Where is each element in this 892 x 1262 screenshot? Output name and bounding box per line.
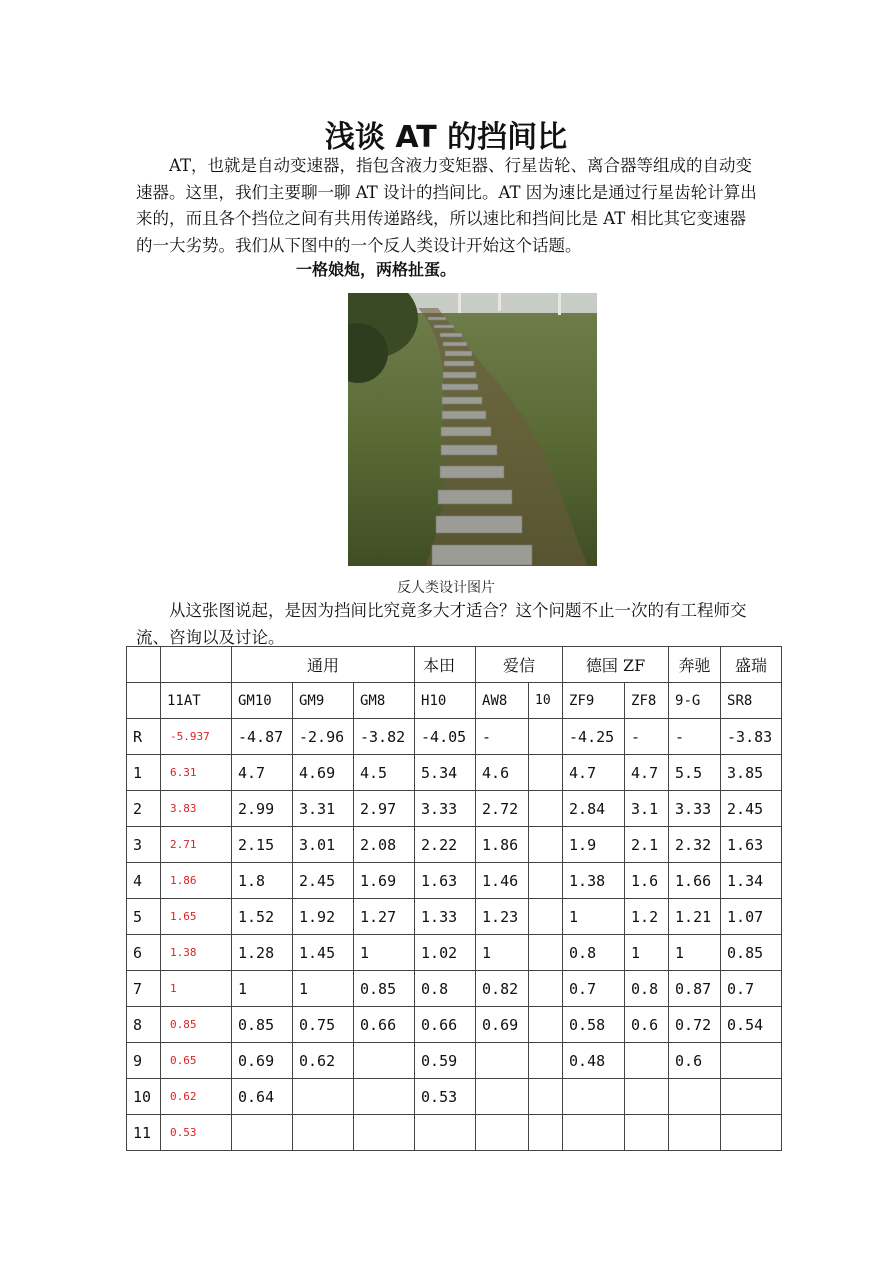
ratio-cell: 3.01 — [293, 827, 354, 863]
ratio-cell: 2.22 — [415, 827, 476, 863]
ratio-cell — [529, 1115, 563, 1151]
ratio-cell: 0.75 — [293, 1007, 354, 1043]
model-header-cell: 10 — [529, 683, 563, 719]
brand-header-cell: 德国 ZF — [563, 647, 669, 683]
ratio-cell: -4.25 — [563, 719, 625, 755]
ratio-cell — [354, 1043, 415, 1079]
ratio-cell: 1 — [476, 935, 529, 971]
ratio-cell: -4.05 — [415, 719, 476, 755]
ratio-cell — [529, 935, 563, 971]
ratio-cell: 0.87 — [669, 971, 721, 1007]
ratio-cell: 0.8 — [415, 971, 476, 1007]
ratio-cell: 2.97 — [354, 791, 415, 827]
highlighted-ratio-cell: 3.83 — [161, 791, 232, 827]
gear-ratio-table — [126, 646, 782, 1151]
table-row — [127, 899, 782, 935]
ratio-cell: 2.08 — [354, 827, 415, 863]
ratio-cell — [669, 1079, 721, 1115]
document-title: 浅谈 AT 的挡间比 — [324, 120, 568, 155]
ratio-cell: 0.7 — [721, 971, 782, 1007]
table-corner-cell — [127, 647, 161, 683]
ratio-cell: 1.92 — [293, 899, 354, 935]
ratio-cell: 0.72 — [669, 1007, 721, 1043]
gear-label-cell: 7 — [127, 971, 161, 1007]
ratio-cell: 4.7 — [625, 755, 669, 791]
ratio-cell — [476, 1115, 529, 1151]
image-caption: 反人类设计图片 — [397, 580, 495, 596]
ratio-cell: 1.66 — [669, 863, 721, 899]
ratio-cell: 1.86 — [476, 827, 529, 863]
ratio-cell: 3.85 — [721, 755, 782, 791]
ratio-cell: 1 — [669, 935, 721, 971]
table-row — [127, 791, 782, 827]
ratio-cell — [669, 1115, 721, 1151]
ratio-cell: 1.9 — [563, 827, 625, 863]
model-header-cell: GM9 — [293, 683, 354, 719]
ratio-cell — [354, 1079, 415, 1115]
highlighted-ratio-cell: 1.65 — [161, 899, 232, 935]
ratio-cell — [721, 1115, 782, 1151]
ratio-cell: 0.58 — [563, 1007, 625, 1043]
gear-label-cell: 8 — [127, 1007, 161, 1043]
ratio-cell: 0.69 — [476, 1007, 529, 1043]
gear-label-cell: 5 — [127, 899, 161, 935]
brand-header-cell: 通用 — [232, 647, 415, 683]
ratio-cell — [354, 1115, 415, 1151]
highlighted-ratio-cell: 6.31 — [161, 755, 232, 791]
ratio-cell: 0.66 — [354, 1007, 415, 1043]
ratio-cell: 1 — [625, 935, 669, 971]
ratio-cell: 1.07 — [721, 899, 782, 935]
ratio-cell — [529, 1043, 563, 1079]
ratio-cell: 2.15 — [232, 827, 293, 863]
table-row — [127, 1079, 782, 1115]
table-row — [127, 863, 782, 899]
ratio-cell — [529, 791, 563, 827]
ratio-cell: 0.59 — [415, 1043, 476, 1079]
table-corner-cell — [161, 647, 232, 683]
table-row — [127, 1007, 782, 1043]
table-row — [127, 1043, 782, 1079]
ratio-cell: 0.85 — [232, 1007, 293, 1043]
ratio-cell: 4.7 — [232, 755, 293, 791]
ratio-cell: 1.33 — [415, 899, 476, 935]
ratio-cell: - — [625, 719, 669, 755]
gear-label-cell: 6 — [127, 935, 161, 971]
ratio-cell — [529, 971, 563, 1007]
brand-header-row — [127, 647, 782, 683]
table-corner-cell — [127, 683, 161, 719]
ratio-cell: 1.63 — [721, 827, 782, 863]
image-heading: 一格娘炮，两格扯蛋。 — [296, 260, 457, 279]
ratio-cell: 2.72 — [476, 791, 529, 827]
ratio-cell — [415, 1115, 476, 1151]
stepping-stone-path-photo — [348, 293, 597, 566]
table-row — [127, 1115, 782, 1151]
ratio-cell: 5.5 — [669, 755, 721, 791]
model-header-cell: AW8 — [476, 683, 529, 719]
ratio-cell: 1.28 — [232, 935, 293, 971]
table-row — [127, 971, 782, 1007]
highlighted-ratio-cell: 1 — [161, 971, 232, 1007]
gear-label-cell: 11 — [127, 1115, 161, 1151]
gear-label-cell: 9 — [127, 1043, 161, 1079]
model-header-cell: SR8 — [721, 683, 782, 719]
ratio-cell: -4.87 — [232, 719, 293, 755]
ratio-cell: 0.54 — [721, 1007, 782, 1043]
second-paragraph: 从这张图说起，是因为挡间比究竟多大才适合？这个问题不止一次的有工程师交流、咨询以及讨论。 — [136, 601, 747, 647]
ratio-cell: 1.27 — [354, 899, 415, 935]
ratio-cell — [529, 863, 563, 899]
ratio-cell: 0.8 — [563, 935, 625, 971]
ratio-cell: 0.64 — [232, 1079, 293, 1115]
ratio-cell: 1.38 — [563, 863, 625, 899]
ratio-cell: 3.31 — [293, 791, 354, 827]
ratio-cell: 0.85 — [354, 971, 415, 1007]
ratio-cell: 0.82 — [476, 971, 529, 1007]
ratio-cell — [625, 1043, 669, 1079]
ratio-cell: 0.85 — [721, 935, 782, 971]
ratio-cell: 5.34 — [415, 755, 476, 791]
ratio-cell — [529, 899, 563, 935]
highlighted-ratio-cell: 0.65 — [161, 1043, 232, 1079]
highlighted-ratio-cell: 0.85 — [161, 1007, 232, 1043]
ratio-cell — [293, 1115, 354, 1151]
ratio-table-body — [127, 719, 782, 1151]
ratio-cell: 4.69 — [293, 755, 354, 791]
ratio-cell: 3.33 — [415, 791, 476, 827]
highlighted-ratio-cell: 1.38 — [161, 935, 232, 971]
highlighted-ratio-cell: 0.62 — [161, 1079, 232, 1115]
table-row — [127, 755, 782, 791]
model-header-cell: GM10 — [232, 683, 293, 719]
ratio-cell: 2.99 — [232, 791, 293, 827]
model-header-cell: ZF9 — [563, 683, 625, 719]
ratio-cell — [625, 1115, 669, 1151]
ratio-cell: 1 — [354, 935, 415, 971]
table-row — [127, 827, 782, 863]
ratio-cell: 0.7 — [563, 971, 625, 1007]
ratio-cell: 1.63 — [415, 863, 476, 899]
ratio-cell — [625, 1079, 669, 1115]
ratio-cell: 2.1 — [625, 827, 669, 863]
gear-label-cell: 3 — [127, 827, 161, 863]
ratio-cell — [529, 827, 563, 863]
model-header-row — [127, 683, 782, 719]
ratio-cell: 0.62 — [293, 1043, 354, 1079]
ratio-cell — [293, 1079, 354, 1115]
ratio-cell: 1.02 — [415, 935, 476, 971]
ratio-cell: 1.46 — [476, 863, 529, 899]
ratio-cell: 4.7 — [563, 755, 625, 791]
ratio-cell: 1.21 — [669, 899, 721, 935]
gear-label-cell: 1 — [127, 755, 161, 791]
ratio-cell: 2.32 — [669, 827, 721, 863]
highlighted-ratio-cell: 2.71 — [161, 827, 232, 863]
gear-label-cell: 2 — [127, 791, 161, 827]
gear-label-cell: R — [127, 719, 161, 755]
model-header-cell: GM8 — [354, 683, 415, 719]
ratio-cell — [476, 1079, 529, 1115]
ratio-cell: 1 — [293, 971, 354, 1007]
model-header-cell: H10 — [415, 683, 476, 719]
ratio-cell: 1.52 — [232, 899, 293, 935]
table-row — [127, 719, 782, 755]
ratio-cell — [563, 1079, 625, 1115]
ratio-cell — [476, 1043, 529, 1079]
ratio-cell — [529, 1079, 563, 1115]
ratio-cell: 2.84 — [563, 791, 625, 827]
brand-header-cell: 爱信 — [476, 647, 563, 683]
ratio-cell: 4.5 — [354, 755, 415, 791]
ratio-cell — [721, 1043, 782, 1079]
intro-paragraph: AT，也就是自动变速器，指包含液力变矩器、行星齿轮、离合器等组成的自动变速器。这里，我们主要聊一聊 AT 设计的挡间比。AT 因为速比是通过行星齿轮计算出来的，而且各个挡位之间有共用传递路线，所以速比和挡间比是 AT 相比其它变速器的一大劣势。我们从下图中的一个反人类设计开始这个话题。 — [136, 156, 757, 255]
ratio-cell: 1.6 — [625, 863, 669, 899]
ratio-cell — [529, 719, 563, 755]
ratio-cell: 1 — [232, 971, 293, 1007]
table-row — [127, 935, 782, 971]
ratio-cell: 2.45 — [721, 791, 782, 827]
ratio-cell: 1.34 — [721, 863, 782, 899]
ratio-cell: 2.45 — [293, 863, 354, 899]
highlighted-ratio-cell: -5.937 — [161, 719, 232, 755]
ratio-cell: -2.96 — [293, 719, 354, 755]
ratio-cell: 0.69 — [232, 1043, 293, 1079]
gear-label-cell: 10 — [127, 1079, 161, 1115]
brand-header-cell: 盛瑞 — [721, 647, 782, 683]
ratio-cell: 1.69 — [354, 863, 415, 899]
ratio-cell: 0.8 — [625, 971, 669, 1007]
ratio-cell: 0.53 — [415, 1079, 476, 1115]
ratio-cell: 1.23 — [476, 899, 529, 935]
ratio-cell — [232, 1115, 293, 1151]
highlighted-ratio-cell: 1.86 — [161, 863, 232, 899]
model-header-cell: 11AT — [161, 683, 232, 719]
ratio-cell: 1 — [563, 899, 625, 935]
ratio-cell: 0.6 — [625, 1007, 669, 1043]
ratio-cell: - — [669, 719, 721, 755]
brand-header-cell: 本田 — [415, 647, 476, 683]
ratio-cell: 3.33 — [669, 791, 721, 827]
model-header-cell: ZF8 — [625, 683, 669, 719]
ratio-cell: -3.83 — [721, 719, 782, 755]
model-header-cell: 9-G — [669, 683, 721, 719]
ratio-cell: 3.1 — [625, 791, 669, 827]
ratio-cell: 0.6 — [669, 1043, 721, 1079]
ratio-cell: 1.2 — [625, 899, 669, 935]
ratio-cell: - — [476, 719, 529, 755]
ratio-cell — [529, 755, 563, 791]
highlighted-ratio-cell: 0.53 — [161, 1115, 232, 1151]
ratio-cell: 0.66 — [415, 1007, 476, 1043]
ratio-cell: 4.6 — [476, 755, 529, 791]
ratio-cell — [563, 1115, 625, 1151]
ratio-cell: 0.48 — [563, 1043, 625, 1079]
ratio-cell — [529, 1007, 563, 1043]
ratio-cell: 1.45 — [293, 935, 354, 971]
brand-header-cell: 奔驰 — [669, 647, 721, 683]
ratio-cell — [721, 1079, 782, 1115]
ratio-cell: -3.82 — [354, 719, 415, 755]
ratio-cell: 1.8 — [232, 863, 293, 899]
gear-label-cell: 4 — [127, 863, 161, 899]
